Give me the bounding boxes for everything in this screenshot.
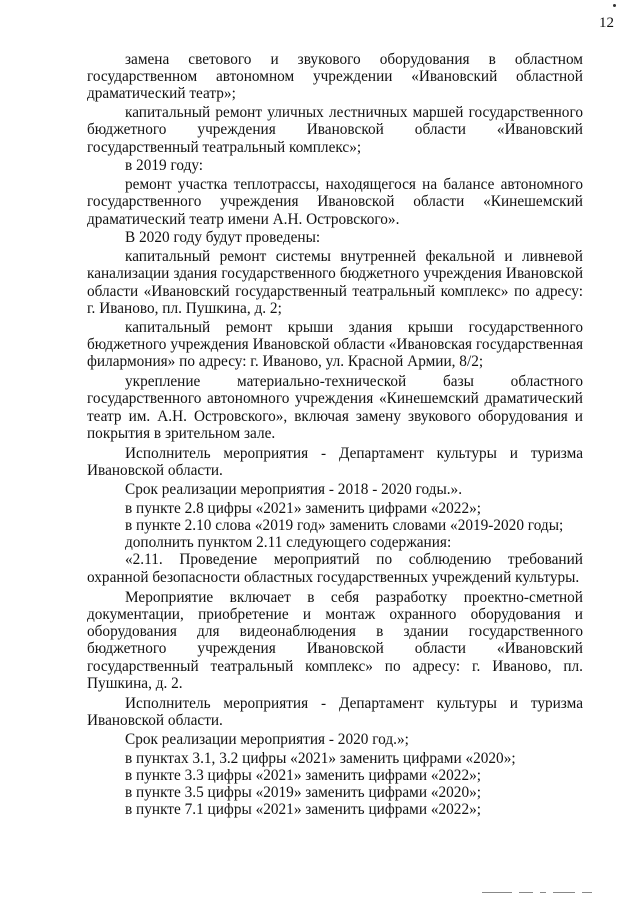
paragraph: в 2019 году: <box>125 157 204 175</box>
document-body <box>87 51 583 819</box>
paragraph: в пункте 2.10 слова «2019 год» заменить словами «2019-2020 годы; <box>125 517 564 535</box>
paragraph: капитальный ремонт крыши здания крыши государственного бюджетного учреждения Ивановской области «Ивановская государственная филармония» по адресу: г. Иваново, ул. Красной Армии, 8/2; <box>87 318 583 371</box>
page-number: 12 <box>599 15 614 31</box>
paragraph: в пунктах 3.1, 3.2 цифры «2021» заменить цифрами «2020»; <box>125 749 516 767</box>
paragraph: В 2020 году будут проведены: <box>125 229 321 247</box>
page-mark <box>613 4 616 7</box>
paragraph: Мероприятие включает в себя разработку проектно-сметной документации, приобретение и монтаж охранного оборудования и оборудования для видеонаблюдения в здании государственного бюджетного учреждения Ивановской области «Ивановский государственный театральный комплекс» по адресу: г. Иваново, пл. Пушкина, д. 2. <box>87 588 583 692</box>
paragraph: Срок реализации мероприятия - 2018 - 2020 годы.». <box>125 481 463 499</box>
paragraph: дополнить пунктом 2.11 следующего содержания: <box>125 534 452 552</box>
paragraph: ремонт участка теплотрассы, находящегося на балансе автономного государственного учреждения Ивановской области «Кинешемский драматический театр имени А.Н. Островского». <box>87 176 583 228</box>
paragraph: Срок реализации мероприятия - 2020 год.»; <box>125 731 409 749</box>
paragraph: замена светового и звукового оборудования в областном государственном автономном учреждении «Ивановский областной драматический театр»; <box>87 51 583 103</box>
footer-marks <box>482 892 592 893</box>
paragraph: в пункте 2.8 цифры «2021» заменить цифрами «2022»; <box>125 499 482 517</box>
paragraph: в пункте 3.3 цифры «2021» заменить цифрами «2022»; <box>125 767 482 785</box>
paragraph: в пункте 7.1 цифры «2021» заменить цифрами «2022»; <box>125 801 482 819</box>
paragraph: капитальный ремонт системы внутренней фекальной и ливневой канализации здания государственного бюджетного учреждения Ивановской области «Ивановский государственный театральный комплекс» по адресу: г. Иваново, пл. Пушкина, д. 2; <box>87 248 583 317</box>
paragraph: укрепление материально-технической базы областного государственного автономного учреждения «Кинешемский драматический театр им. А.Н. Островского», включая замену звукового оборудования и покрытия в зрительном зале. <box>87 373 583 442</box>
paragraph: капитальный ремонт уличных лестничных маршей государственного бюджетного учреждения Ивановской области «Ивановский государственный театральный комплекс»; <box>87 104 583 156</box>
paragraph: Исполнитель мероприятия - Департамент культуры и туризма Ивановской области. <box>87 445 583 480</box>
paragraph: «2.11. Проведение мероприятий по соблюдению требований охранной безопасности областных государственных учреждений культуры. <box>87 551 583 586</box>
paragraph: в пункте 3.5 цифры «2019» заменить цифрами «2020»; <box>125 784 482 802</box>
paragraph: Исполнитель мероприятия - Департамент культуры и туризма Ивановской области. <box>87 695 583 730</box>
